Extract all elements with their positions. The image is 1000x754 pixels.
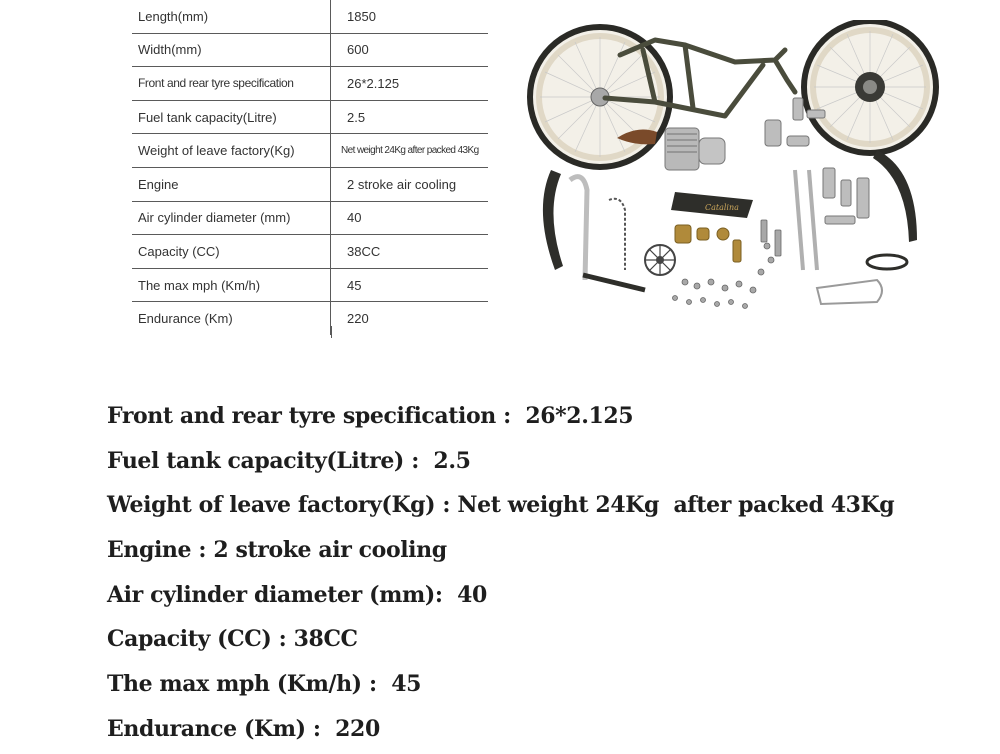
tank-logo-text: Catalina [705, 203, 739, 212]
front-fork-icon [795, 170, 817, 270]
exhaust-pipe-icon [570, 177, 587, 280]
table-row [132, 100, 488, 134]
table-row [132, 201, 488, 235]
spec-label: Width(mm) [132, 33, 331, 67]
spec-value: 38CC [331, 235, 489, 269]
engine-icon [665, 128, 725, 170]
spec-table [132, 0, 488, 335]
front-fender-icon [873, 150, 917, 242]
spec-value: 45 [331, 268, 489, 302]
spec-label: The max mph (Km/h) [132, 268, 331, 302]
table-divider [331, 326, 332, 338]
spec-label: Length(mm) [132, 0, 331, 33]
spec-line-cylinder: Air cylinder diameter (mm): 40 [107, 581, 487, 608]
spec-line-engine: Engine : 2 stroke air cooling [107, 537, 447, 564]
spec-line-capacity: Capacity (CC) : 38CC [107, 626, 358, 653]
spec-label: Front and rear tyre specification [132, 67, 331, 101]
spec-value: Net weight 24Kg after packed 43Kg [331, 134, 489, 168]
rack-bar-icon [583, 275, 645, 290]
chrome-parts-icon [823, 168, 869, 224]
table-row [132, 134, 488, 168]
spec-value: 2 stroke air cooling [331, 167, 489, 201]
spec-label: Weight of leave factory(Kg) [132, 134, 331, 168]
spec-value: 600 [331, 33, 489, 67]
chain-guard-icon [817, 280, 882, 304]
table-row [132, 302, 488, 335]
spec-value: 220 [347, 311, 369, 327]
front-wheel-icon [804, 21, 936, 153]
spec-value: 2.5 [331, 100, 489, 134]
spec-line-endurance: Endurance (Km) : 220 [107, 715, 380, 742]
table-row [132, 67, 488, 101]
table-row [132, 235, 488, 269]
spec-line-max-speed: The max mph (Km/h) : 45 [107, 671, 422, 698]
rear-fender-icon [543, 170, 563, 270]
brass-parts-icon [675, 225, 741, 262]
table-row [132, 167, 488, 201]
spec-value: 26*2.125 [331, 67, 489, 101]
table-row [132, 268, 488, 302]
spec-label: Engine [132, 167, 331, 201]
sprocket-icon [645, 245, 675, 275]
spec-value: 40 [331, 201, 489, 235]
spec-line-weight: Weight of leave factory(Kg) : Net weight 24Kg after packed 43Kg [107, 492, 895, 519]
spec-line-fuel-tank: Fuel tank capacity(Litre) : 2.5 [107, 447, 471, 474]
spec-label: Capacity (CC) [132, 235, 331, 269]
chain-icon [609, 199, 625, 270]
spec-summary [107, 396, 977, 754]
table-row [132, 0, 488, 33]
drive-belt-icon [867, 255, 907, 269]
rear-wheel-icon [530, 27, 670, 167]
table-row [132, 33, 488, 67]
spec-line-tyre: Front and rear tyre specification : 26*2.125 [107, 403, 634, 429]
spec-label: Air cylinder diameter (mm) [132, 201, 331, 235]
fuel-tank-icon [671, 192, 753, 218]
spec-label: Fuel tank capacity(Litre) [132, 100, 331, 134]
spec-value: 1850 [331, 0, 489, 33]
motorized-bicycle-kit-icon [525, 20, 965, 325]
spec-label: Endurance (Km) [132, 302, 331, 335]
